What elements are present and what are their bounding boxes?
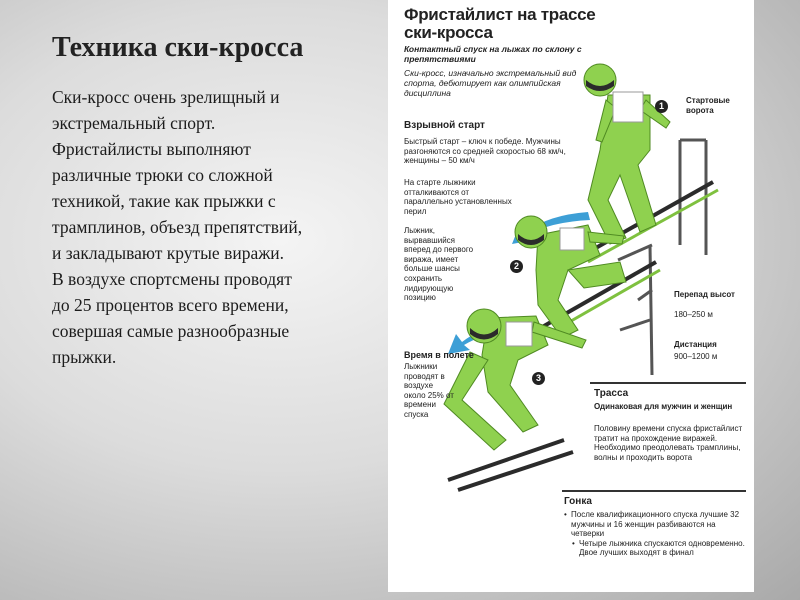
distance-label: Дистанция [674, 340, 717, 349]
slide-body-line: техникой, такие как прыжки с [52, 191, 276, 211]
explosive-start-heading: Взрывной старт [404, 120, 485, 131]
lead-position-text: Лыжник, вырвавшийся вперед до первого виража, имеет больше шансы сохранить лидирующую позицию [404, 226, 474, 303]
slide-body-line: В воздухе спортсмены проводят [52, 269, 292, 289]
skier-figure-3 [444, 309, 586, 490]
slide-body-line: прыжки. [52, 347, 117, 367]
infographic-title [404, 6, 604, 42]
ski-cross-infographic [388, 0, 754, 592]
distance-value: 900–1200 м [674, 352, 718, 361]
start-gate-label: Стартовые ворота [686, 96, 730, 115]
track-heading: Трасса [594, 388, 629, 399]
step-badge-2: 2 [510, 260, 523, 273]
slide-body-line: совершая самые разнообразные [52, 321, 290, 341]
flight-time-text: Лыжники проводят в воздухе около 25% от времени спуска [404, 362, 454, 419]
slide-body-line: Ски-кросс очень зрелищный и [52, 87, 280, 107]
push-start-text: На старте лыжники отталкиваются от параллельно установленных перил [404, 178, 512, 216]
race-item-1: • После квалификационного спуска лучшие 32 мужчины и 16 женщин разбиваются на четверки [564, 510, 746, 539]
height-label: Перепад высот [674, 290, 735, 299]
explosive-start-text: Быстрый старт – ключ к победе. Мужчины разгоняются со средней скоростью 68 км/ч, женщины – 50 км/ч [404, 137, 566, 166]
step-badge-3: 3 [532, 372, 545, 385]
slide-title: Техника ски-кросса [52, 32, 304, 63]
slide-body-line: различные трюки со сложной [52, 165, 273, 185]
slide-body-line: Фристайлисты выполняют [52, 139, 251, 159]
infographic-intro: Ски-кросс, изначально экстремальный вид спорта, дебютирует как олимпийская дисциплина [404, 68, 577, 98]
flight-time-heading: Время в полете [404, 350, 474, 360]
step-badge-1: 1 [655, 100, 668, 113]
slide-body-line: и закладывают крутые виражи. [52, 243, 285, 263]
infographic-subtitle: Контактный спуск на лыжах по склону с препятствиями [404, 44, 582, 64]
race-divider [562, 490, 746, 492]
track-subtitle: Одинаковая для мужчин и женщин [594, 402, 733, 411]
track-text: Половину времени спуска фристайлист тратит на прохождение виражей. Необходимо преодолевать трамплины, волны и проходить ворота [594, 424, 743, 462]
race-heading: Гонка [564, 496, 592, 507]
slide-body-line: до 25 процентов всего времени, [52, 295, 289, 315]
race-item-2: • Четыре лыжника спускаются одновременно. Двое лучших выходят в финал [572, 539, 746, 558]
track-divider [590, 382, 746, 384]
slide-body-text [52, 84, 382, 370]
race-list [564, 510, 746, 558]
slide-body-line: экстремальный спорт. [52, 113, 216, 133]
height-value: 180–250 м [674, 310, 713, 319]
slide-body-line: трамплинов, объезд препятствий, [52, 217, 303, 237]
infographic-title-line-1: Фристайлист на трассе [404, 5, 596, 24]
infographic-title-line-2: ски-кросса [404, 23, 493, 42]
skier-figure-1 [578, 64, 718, 262]
